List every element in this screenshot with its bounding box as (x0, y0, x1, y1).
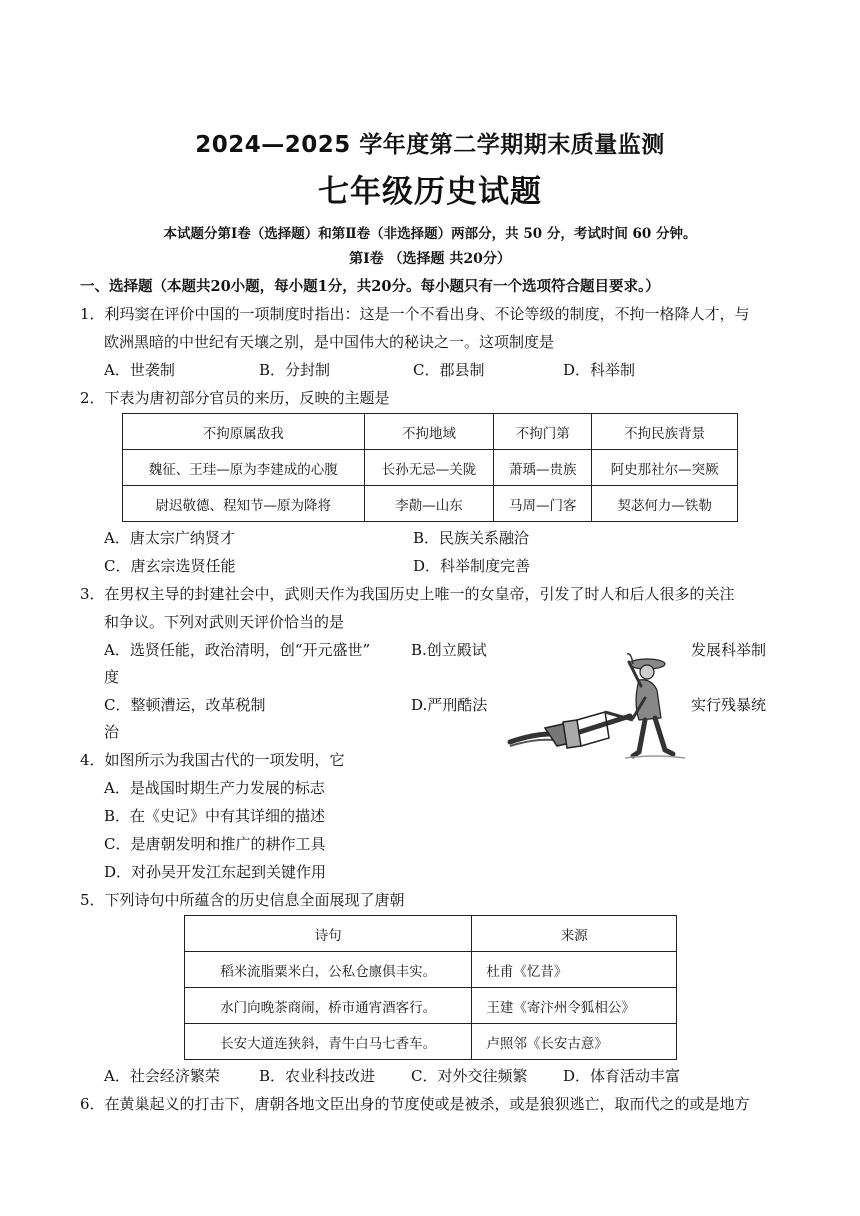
table-header-cell: 来源 (472, 916, 677, 952)
q2-stem: 2．下表为唐初部分官员的来历，反映的主题是 (80, 389, 390, 407)
q1-stem-line1: 1．利玛窦在评价中国的一项制度时指出：这是一个不看出身、不论等级的制度，不拘一格降人才，与 (80, 305, 750, 323)
q4-option-c: C．是唐朝发明和推广的耕作工具 (104, 835, 326, 853)
q4-option-d: D．对孙吴开发江东起到关键作用 (104, 863, 327, 881)
table-header-row (185, 916, 677, 952)
table-header-cell: 诗句 (185, 916, 472, 952)
exam-intro: 本试题分第Ⅰ卷（选择题）和第Ⅱ卷（非选择题）两部分，共 50 分，考试时间 60 分钟。 (163, 226, 697, 242)
q1-option-a: A．世袭制 (104, 361, 175, 379)
table-row (123, 450, 738, 486)
q3-option-b: B.创立殿试 (411, 641, 487, 659)
table-row (185, 952, 677, 988)
q3-option-d-end: 实行残暴统 (691, 696, 767, 714)
q3-option-c: C．整顿漕运，改革税制 (104, 696, 266, 714)
table-header-cell: 不拘民族背景 (592, 414, 738, 450)
q3-option-d: D.严刑酷法 (411, 696, 488, 714)
table-header-cell: 不拘原属敌我 (123, 414, 365, 450)
exam-title: 2024—2025 学年度第二学期期末质量监测 (195, 132, 665, 158)
table-cell: 契苾何力—铁勒 (592, 486, 738, 522)
q2-option-c: C．唐玄宗选贤任能 (104, 557, 236, 575)
table-cell: 马周—门客 (494, 486, 592, 522)
table-row (185, 988, 677, 1024)
table-cell: 卢照邻《长安古意》 (472, 1024, 677, 1060)
table-header-cell: 不拘门第 (494, 414, 592, 450)
q3-option-b-end: 发展科举制 (691, 641, 767, 659)
q5-option-d: D．体育活动丰富 (563, 1067, 681, 1085)
table-cell: 阿史那社尔—突厥 (592, 450, 738, 486)
q5-option-a: A．社会经济繁荣 (104, 1067, 220, 1085)
q4-option-b: B．在《史记》中有其详细的描述 (104, 807, 326, 825)
q2-table (122, 413, 738, 522)
q6-stem-line1: 6．在黄巢起义的打击下，唐朝各地文臣出身的节度使或是被杀，或是狼狈逃亡，取而代之的或是地方 (80, 1095, 750, 1113)
section-one-heading: 一、选择题（本题共20小题，每小题1分，共20分。每小题只有一个选项符合题目要求。） (80, 278, 660, 295)
q2-option-d: D．科举制度完善 (413, 557, 531, 575)
q2-option-b: B．民族关系融洽 (413, 529, 530, 547)
q4-option-a: A．是战国时期生产力发展的标志 (104, 779, 325, 797)
q3-option-b-wrap: 度 (104, 668, 120, 686)
table-cell: 萧瑀—贵族 (494, 450, 592, 486)
table-cell: 杜甫《忆昔》 (472, 952, 677, 988)
q3-option-d-wrap: 治 (104, 723, 120, 741)
table-row (123, 486, 738, 522)
q1-stem-line2: 欧洲黑暗的中世纪有天壤之别，是中国伟大的秘诀之一。这项制度是 (104, 333, 555, 351)
q1-option-c: C．郡县制 (413, 361, 485, 379)
table-cell: 稻米流脂粟米白，公私仓廪俱丰实。 (185, 952, 472, 988)
q5-table (184, 915, 677, 1060)
q2-option-a: A．唐太宗广纳贤才 (104, 529, 235, 547)
q3-stem-line2: 和争议。下列对武则天评价恰当的是 (104, 613, 345, 631)
q3-stem-line1: 3．在男权主导的封建社会中，武则天作为我国历史上唯一的女皇帝，引发了时人和后人很多的关注 (80, 585, 735, 603)
table-cell: 水门向晚茶商闹，桥市通宵酒客行。 (185, 988, 472, 1024)
part-one-heading: 第Ⅰ卷 （选择题 共20分） (349, 251, 511, 267)
table-cell: 长安大道连狭斜，青牛白马七香车。 (185, 1024, 472, 1060)
table-row (185, 1024, 677, 1060)
q4-stem: 4．如图所示为我国古代的一项发明，它 (80, 751, 345, 769)
q5-option-c: C．对外交往频繁 (411, 1067, 528, 1085)
table-cell: 尉迟敬德、程知节—原为降将 (123, 486, 365, 522)
q5-stem: 5．下列诗句中所蕴含的历史信息全面展现了唐朝 (80, 891, 405, 909)
curved-plough-illustration (505, 650, 690, 762)
table-cell: 魏征、王珪—原为李建成的心腹 (123, 450, 365, 486)
exam-subject: 七年级历史试题 (318, 174, 542, 210)
q1-option-d: D．科举制 (563, 361, 636, 379)
table-header-row (123, 414, 738, 450)
q1-option-b: B．分封制 (259, 361, 331, 379)
table-cell: 李勣—山东 (364, 486, 494, 522)
table-cell: 长孙无忌—关陇 (364, 450, 494, 486)
q3-option-a: A．选贤任能，政治清明，创“开元盛世” (104, 641, 371, 659)
table-header-cell: 不拘地域 (364, 414, 494, 450)
q5-option-b: B．农业科技改进 (259, 1067, 376, 1085)
table-cell: 王建《寄汴州令狐相公》 (472, 988, 677, 1024)
